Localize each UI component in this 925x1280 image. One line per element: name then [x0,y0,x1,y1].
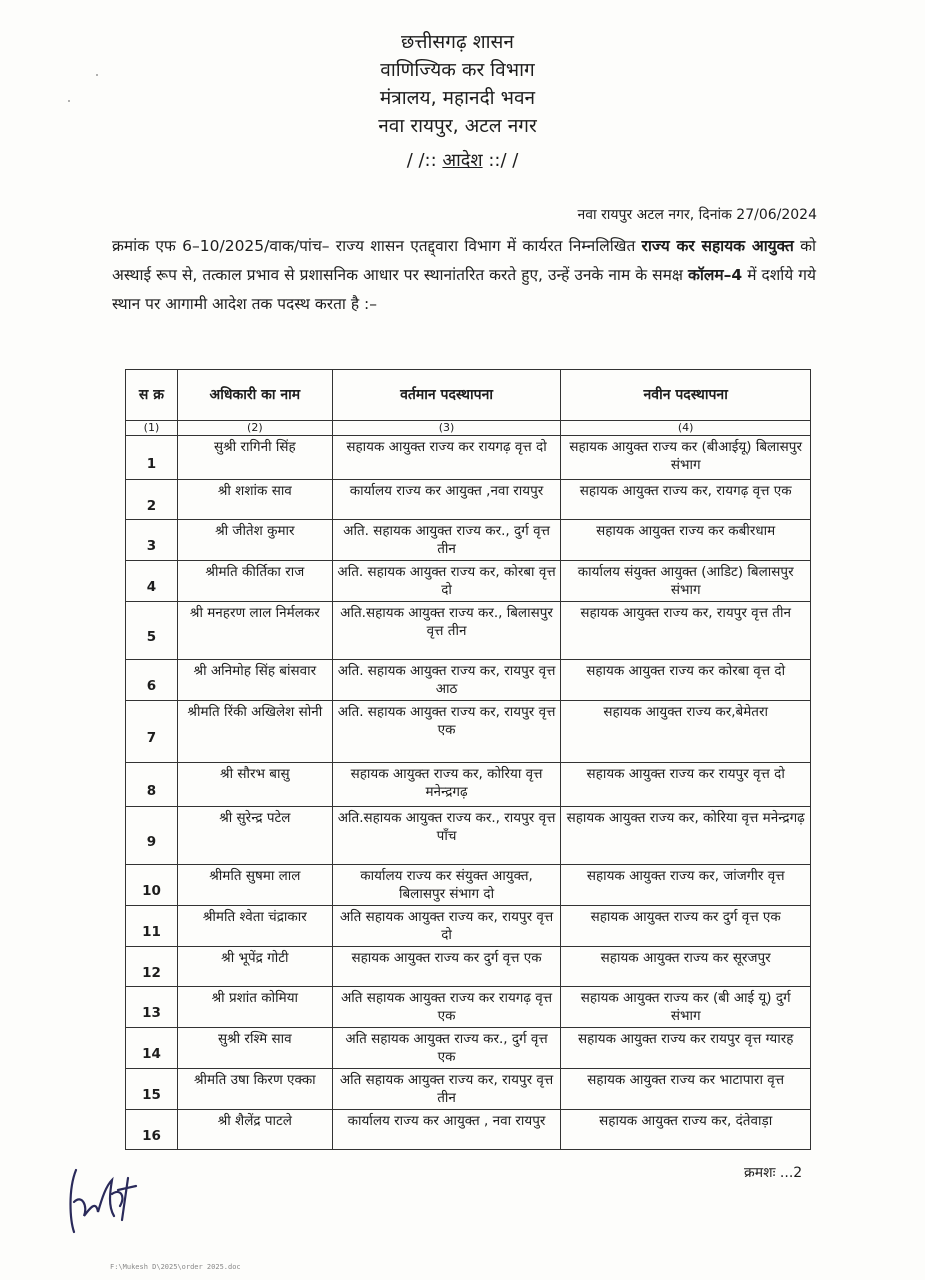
new-posting: सहायक आयुक्त राज्य कर (बी आई यू) दुर्ग संभाग [561,987,811,1028]
officer-name: श्रीमति श्वेता चंद्राकार [177,906,332,947]
current-posting: अति. सहायक आयुक्त राज्य कर, रायपुर वृत्त आठ [332,660,561,701]
serial-number: 13 [126,987,178,1028]
officer-name: श्री मनहरण लाल निर्मलकर [177,602,332,660]
table-row [126,865,811,906]
current-posting: कार्यालय राज्य कर आयुक्त ,नवा रायपुर [332,480,561,520]
new-posting: सहायक आयुक्त राज्य कर, रायपुर वृत्त तीन [561,602,811,660]
officer-name: श्री भूपेंद्र गोटी [177,947,332,987]
officer-name: श्री सौरभ बासु [177,763,332,807]
column-number: (4) [561,421,811,436]
current-posting: अति. सहायक आयुक्त राज्य कर., दुर्ग वृत्त तीन [332,520,561,561]
order-paragraph [112,232,816,319]
current-posting: अति सहायक आयुक्त राज्य कर., दुर्ग वृत्त एक [332,1028,561,1069]
serial-number: 3 [126,520,178,561]
officer-name: श्री अनिमोह सिंह बांसवार [177,660,332,701]
officer-name: श्री शशांक साव [177,480,332,520]
officer-name: श्रीमति सुषमा लाल [177,865,332,906]
serial-number: 12 [126,947,178,987]
officer-name: श्रीमति उषा किरण एक्का [177,1069,332,1110]
new-posting: सहायक आयुक्त राज्य कर, कोरिया वृत्त मनेन्द्रगढ़ [561,807,811,865]
order-title-word: आदेश [442,150,483,171]
transfer-table [125,369,811,1150]
letterhead-line-3: मंत्रालय, महानदी भवन [379,87,536,109]
header-new-posting: नवीन पदस्थापना [561,370,811,421]
new-posting: कार्यालय संयुक्त आयुक्त (आडिट) बिलासपुर संभाग [561,561,811,602]
table-row [126,906,811,947]
table-row [126,947,811,987]
current-posting: अति. सहायक आयुक्त राज्य कर, कोरबा वृत्त दो [332,561,561,602]
table-row [126,807,811,865]
order-title [0,148,925,172]
new-posting: सहायक आयुक्त राज्य कर भाटापारा वृत्त [561,1069,811,1110]
table-body [126,436,811,1150]
table-row [126,436,811,480]
table-row [126,602,811,660]
signature [62,1150,152,1240]
letterhead-line-1: छत्तीसगढ़ शासन [401,31,514,53]
serial-number: 5 [126,602,178,660]
serial-number: 15 [126,1069,178,1110]
serial-number: 16 [126,1110,178,1150]
paragraph-bold-2: कॉलम–4 [687,266,743,284]
current-posting: कार्यालय राज्य कर संयुक्त आयुक्त, बिलासपुर संभाग दो [332,865,561,906]
column-number: (1) [126,421,178,436]
serial-number: 1 [126,436,178,480]
new-posting: सहायक आयुक्त राज्य कर रायपुर वृत्त दो [561,763,811,807]
officer-name: श्री सुरेन्द्र पटेल [177,807,332,865]
table-row [126,763,811,807]
new-posting: सहायक आयुक्त राज्य कर दुर्ग वृत्त एक [561,906,811,947]
serial-number: 10 [126,865,178,906]
current-posting: अति सहायक आयुक्त राज्य कर, रायपुर वृत्त तीन [332,1069,561,1110]
officer-name: श्री प्रशांत कोमिया [177,987,332,1028]
serial-number: 8 [126,763,178,807]
letterhead [0,28,925,140]
new-posting: सहायक आयुक्त राज्य कर सूरजपुर [561,947,811,987]
table-header-row [126,370,811,421]
table-row [126,660,811,701]
current-posting: सहायक आयुक्त राज्य कर दुर्ग वृत्त एक [332,947,561,987]
order-title-left: / /:: [406,150,443,171]
serial-number: 6 [126,660,178,701]
continued-note: क्रमशः ...2 [744,1165,803,1181]
table-row [126,520,811,561]
file-path-footer: F:\Mukesh D\2025\order 2025.doc [110,1263,241,1271]
new-posting: सहायक आयुक्त राज्य कर, रायगढ़ वृत्त एक [561,480,811,520]
current-posting: अति सहायक आयुक्त राज्य कर, रायपुर वृत्त दो [332,906,561,947]
new-posting: सहायक आयुक्त राज्य कर कबीरधाम [561,520,811,561]
new-posting: सहायक आयुक्त राज्य कर कोरबा वृत्त दो [561,660,811,701]
header-current-posting: वर्तमान पदस्थापना [332,370,561,421]
order-title-right: ::/ / [482,150,519,171]
serial-number: 9 [126,807,178,865]
new-posting: सहायक आयुक्त राज्य कर (बीआईयू) बिलासपुर संभाग [561,436,811,480]
paragraph-part-3: में दर्शाये गये स्थान पर आगामी आदेश तक पदस्थ करता है :– [112,266,816,313]
letterhead-line-2: वाणिज्यिक कर विभाग [380,59,535,81]
paragraph-part-2: को अस्थाई रूप से, तत्काल प्रभाव से प्रशासनिक आधार पर स्थानांतरित करते हुए, उन्हें उनके नाम के समक्ष [112,237,816,284]
table-row [126,480,811,520]
officer-name: सुश्री रागिनी सिंह [177,436,332,480]
header-serial: स क्र [126,370,178,421]
table-row [126,701,811,763]
officer-name: सुश्री रश्मि साव [177,1028,332,1069]
column-number-row [126,421,811,436]
serial-number: 11 [126,906,178,947]
dateline: नवा रायपुर अटल नगर, दिनांक 27/06/2024 [577,207,817,223]
column-number: (2) [177,421,332,436]
current-posting: अति. सहायक आयुक्त राज्य कर, रायपुर वृत्त एक [332,701,561,763]
table-row [126,987,811,1028]
new-posting: सहायक आयुक्त राज्य कर,बेमेतरा [561,701,811,763]
serial-number: 4 [126,561,178,602]
letterhead-line-4: नवा रायपुर, अटल नगर [378,115,537,137]
officer-name: श्रीमति कीर्तिका राज [177,561,332,602]
current-posting: सहायक आयुक्त राज्य कर रायगढ़ वृत्त दो [332,436,561,480]
current-posting: अति सहायक आयुक्त राज्य कर रायगढ़ वृत्त एक [332,987,561,1028]
paragraph-bold-1: राज्य कर सहायक आयुक्त [641,237,794,255]
officer-name: श्रीमति रिंकी अखिलेश सोनी [177,701,332,763]
serial-number: 7 [126,701,178,763]
header-officer-name: अधिकारी का नाम [177,370,332,421]
paragraph-part-1: क्रमांक एफ 6–10/2025/वाक/पांच– राज्य शासन एतद्द्वारा विभाग में कार्यरत निम्नलिखित [112,237,642,255]
new-posting: सहायक आयुक्त राज्य कर रायपुर वृत्त ग्यारह [561,1028,811,1069]
column-number: (3) [332,421,561,436]
new-posting: सहायक आयुक्त राज्य कर, दंतेवाड़ा [561,1110,811,1150]
table-row [126,1110,811,1150]
officer-name: श्री शैलेंद्र पाटले [177,1110,332,1150]
table-row [126,1069,811,1110]
serial-number: 2 [126,480,178,520]
table-row [126,561,811,602]
current-posting: अति.सहायक आयुक्त राज्य कर., बिलासपुर वृत्त तीन [332,602,561,660]
new-posting: सहायक आयुक्त राज्य कर, जांजगीर वृत्त [561,865,811,906]
table-row [126,1028,811,1069]
current-posting: अति.सहायक आयुक्त राज्य कर., रायपुर वृत्त पाँच [332,807,561,865]
current-posting: कार्यालय राज्य कर आयुक्त , नवा रायपुर [332,1110,561,1150]
current-posting: सहायक आयुक्त राज्य कर, कोरिया वृत्त मनेन्द्रगढ़ [332,763,561,807]
serial-number: 14 [126,1028,178,1069]
officer-name: श्री जीतेश कुमार [177,520,332,561]
